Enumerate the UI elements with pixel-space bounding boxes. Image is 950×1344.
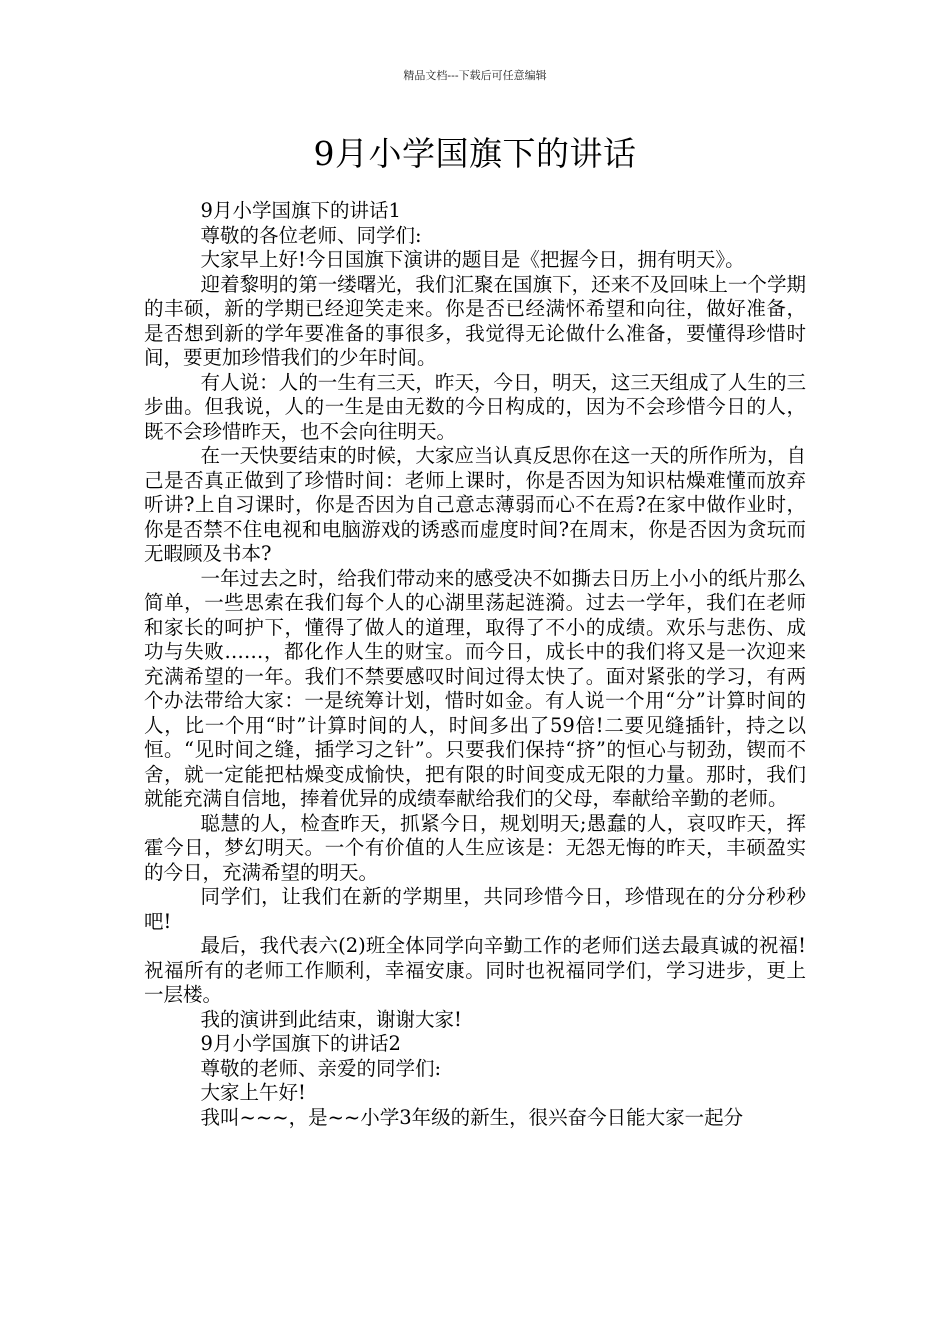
paragraph: 一年过去之时，给我们带动来的感受决不如撕去日历上小小的纸片那么简单，一些思索在我们每个人的心湖里荡起涟漪。过去一学年，我们在老师和家长的呵护下，懂得了做人的道理，取得了不小的成绩。欢乐与悲伤、成功与失败……，都化作人生的财宝。而今日，成长中的我们将又是一次迎来充满希望的一年。我们不禁要感叹时间过得太快了。面对紧张的学习，有两个办法带给大家：一是统筹计划，惜时如金。有人说一个用“分”计算时间的人，比一个用“时”计算时间的人，时间多出了59倍!二要见缝插针，持之以恒。“见时间之缝，插学习之针”。只要我们保持“挤”的恒心与韧劲，锲而不舍，就一定能把枯燥变成愉快，把有限的时间变成无限的力量。那时，我们就能充满自信地，捧着优异的成绩奉献给我们的父母，奉献给辛勤的老师。 [144,566,806,810]
paragraph: 9月小学国旗下的讲话1 [200,199,401,222]
paragraph: 在一天快要结束的时候，大家应当认真反思你在这一天的所作所为，自己是否真正做到了珍惜时间：老师上课时，你是否因为知识枯燥难懂而放弃听讲?上自习课时，你是否因为自己意志薄弱而心不在焉?在家中做作业时，你是否禁不住电视和电脑游戏的诱惑而虚度时间?在周末，你是否因为贪玩而无暇顾及书本? [144,444,806,565]
paragraph: 最后，我代表六(2)班全体同学向辛勤工作的老师们送去最真诚的祝福!祝福所有的老师工作顺利，幸福安康。同时也祝福同学们，学习进步，更上一层楼。 [144,934,806,1006]
paragraph: 尊敬的老师、亲爱的同学们: [200,1056,442,1080]
paragraph: 我的演讲到此结束，谢谢大家! [200,1007,462,1031]
paragraph: 9月小学国旗下的讲话2 [200,1032,401,1055]
page-header: 精品文档---下载后可任意编辑 [403,69,547,82]
paragraph: 我叫~~~，是~~小学3年级的新生，很兴奋今日能大家一起分 [200,1105,744,1129]
paragraph: 聪慧的人，检查昨天，抓紧今日，规划明天;愚蠢的人，哀叹昨天，挥霍今日，梦幻明天。一个有价值的人生应该是：无怨无悔的昨天，丰硕盈实的今日，充满希望的明天。 [144,811,806,884]
document-title: 9月小学国旗下的讲话 [313,134,637,173]
document-body [144,199,806,1130]
paragraph: 尊敬的各位老师、同学们: [200,223,422,247]
paragraph: 大家上午好! [200,1081,306,1104]
paragraph: 同学们，让我们在新的学期里，共同珍惜今日，珍惜现在的分分秒秒吧! [144,885,806,933]
paragraph: 有人说：人的一生有三天，昨天，今日，明天，这三天组成了人生的三步曲。但我说，人的一生是由无数的今日构成的，因为不会珍惜今日的人，既不会珍惜昨天，也不会向往明天。 [144,370,806,443]
paragraph: 迎着黎明的第一缕曙光，我们汇聚在国旗下，还来不及回味上一个学期的丰硕，新的学期已经迎笑走来。你是否已经满怀希望和向往，做好准备，是否想到新的学年要准备的事很多，我觉得无论做什么准备，要懂得珍惜时间，要更加珍惜我们的少年时间。 [144,272,806,369]
paragraph: 大家早上好!今日国旗下演讲的题目是《把握今日，拥有明天》。 [200,248,745,271]
